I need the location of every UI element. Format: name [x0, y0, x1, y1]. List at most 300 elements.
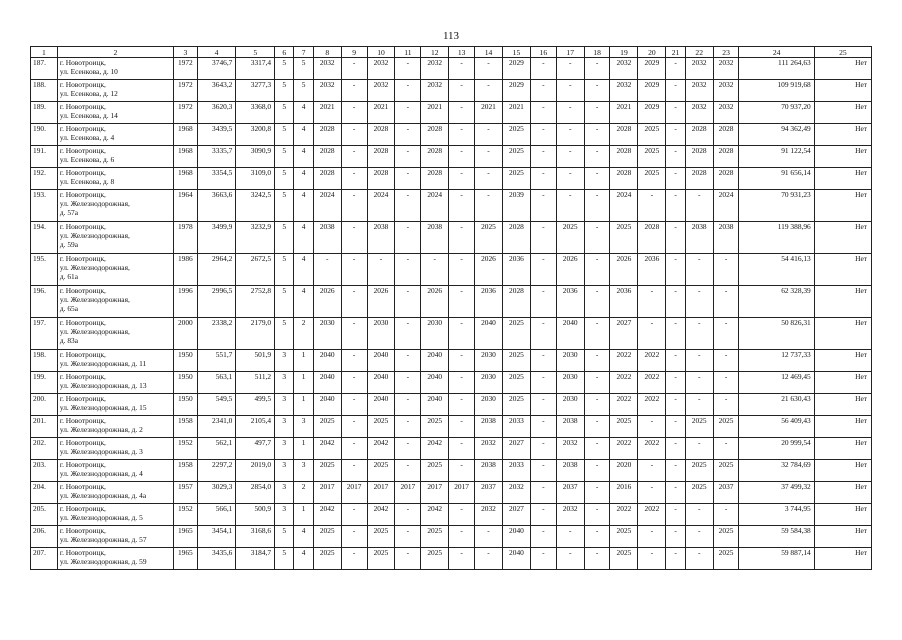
address-line: г. Новотроицк,: [59, 548, 106, 557]
data-cell: Нет: [814, 504, 871, 526]
data-cell: -: [530, 254, 556, 286]
column-number-header: 13: [449, 47, 475, 58]
data-cell: -: [341, 318, 367, 350]
data-cell: 2022: [610, 394, 638, 416]
data-cell: 4: [294, 548, 313, 570]
data-cell: -: [556, 102, 584, 124]
data-cell: 2025: [367, 526, 395, 548]
data-cell: 2025: [502, 168, 530, 190]
data-cell: 3: [275, 372, 294, 394]
data-cell: -: [395, 350, 421, 372]
data-cell: -: [449, 548, 475, 570]
address-line: ул. Железнодорожная,: [59, 295, 130, 304]
data-cell: 2021: [610, 102, 638, 124]
data-cell: -: [449, 526, 475, 548]
data-cell: 2022: [610, 372, 638, 394]
data-cell: 2021: [313, 102, 341, 124]
data-cell: -: [685, 438, 713, 460]
data-cell: 62 328,39: [739, 286, 814, 318]
data-cell: 2038: [713, 222, 739, 254]
data-cell: 3: [275, 416, 294, 438]
table-row: [31, 372, 872, 394]
data-cell: 2028: [685, 124, 713, 146]
data-cell: 3090,9: [236, 146, 275, 168]
address-cell: [57, 190, 173, 222]
data-cell: 2017: [341, 482, 367, 504]
data-cell: 2025: [713, 460, 739, 482]
column-number-header: 7: [294, 47, 313, 58]
data-cell: 3: [275, 350, 294, 372]
data-cell: 5: [275, 146, 294, 168]
data-cell: -: [449, 504, 475, 526]
data-cell: 2022: [638, 350, 666, 372]
data-cell: 2038: [556, 416, 584, 438]
data-cell: -: [449, 394, 475, 416]
address-cell: [57, 482, 173, 504]
data-cell: 2042: [367, 438, 395, 460]
data-cell: 2038: [313, 222, 341, 254]
data-cell: -: [313, 254, 341, 286]
data-cell: 2025: [502, 350, 530, 372]
data-cell: -: [341, 394, 367, 416]
data-cell: 2040: [502, 548, 530, 570]
address-cell: [57, 504, 173, 526]
data-cell: 2040: [421, 350, 449, 372]
data-cell: Нет: [814, 350, 871, 372]
data-cell: 2039: [502, 190, 530, 222]
column-number-header: 23: [713, 47, 739, 58]
data-cell: 2029: [638, 102, 666, 124]
data-cell: 501,9: [236, 350, 275, 372]
address-cell: [57, 548, 173, 570]
data-cell: -: [530, 222, 556, 254]
data-cell: 59 584,38: [739, 526, 814, 548]
data-cell: -: [395, 372, 421, 394]
data-cell: -: [666, 254, 685, 286]
data-cell: 1996: [174, 286, 198, 318]
table-row: [31, 146, 872, 168]
table-row: [31, 102, 872, 124]
data-cell: -: [449, 372, 475, 394]
data-cell: 5: [275, 58, 294, 80]
data-cell: 2025: [610, 222, 638, 254]
data-cell: 3: [275, 504, 294, 526]
data-cell: 2030: [421, 318, 449, 350]
data-cell: 3746,7: [197, 58, 236, 80]
table-row: [31, 416, 872, 438]
data-cell: -: [449, 416, 475, 438]
data-cell: 2042: [313, 504, 341, 526]
data-cell: -: [530, 482, 556, 504]
data-cell: 2297,2: [197, 460, 236, 482]
data-cell: -: [556, 190, 584, 222]
data-cell: 2022: [610, 350, 638, 372]
data-cell: 2030: [475, 372, 503, 394]
data-cell: -: [341, 548, 367, 570]
data-cell: Нет: [814, 286, 871, 318]
data-cell: 2038: [556, 460, 584, 482]
data-cell: -: [395, 438, 421, 460]
data-cell: -: [713, 350, 739, 372]
data-cell: -: [556, 146, 584, 168]
data-cell: 12 469,45: [739, 372, 814, 394]
data-cell: 94 362,49: [739, 124, 814, 146]
data-cell: -: [475, 124, 503, 146]
data-cell: 4: [294, 286, 313, 318]
data-cell: 2017: [395, 482, 421, 504]
data-cell: 2036: [475, 286, 503, 318]
data-cell: 2017: [449, 482, 475, 504]
row-number-cell: 203.: [31, 460, 58, 482]
data-cell: 2021: [421, 102, 449, 124]
data-cell: 2: [294, 482, 313, 504]
data-cell: 2038: [475, 416, 503, 438]
data-cell: 2030: [556, 350, 584, 372]
data-cell: -: [530, 526, 556, 548]
data-cell: -: [449, 190, 475, 222]
column-number-header: 14: [475, 47, 503, 58]
row-number-cell: 198.: [31, 350, 58, 372]
data-cell: 2032: [475, 504, 503, 526]
data-cell: 2017: [421, 482, 449, 504]
data-cell: -: [530, 350, 556, 372]
data-cell: 2032: [367, 58, 395, 80]
data-cell: -: [449, 318, 475, 350]
data-cell: -: [530, 146, 556, 168]
data-cell: 2032: [502, 482, 530, 504]
data-cell: 2025: [367, 460, 395, 482]
data-cell: 2030: [475, 350, 503, 372]
address-cell: [57, 102, 173, 124]
address-line: г. Новотроицк,: [59, 286, 106, 295]
column-number-header: 15: [502, 47, 530, 58]
data-cell: 2000: [174, 318, 198, 350]
data-cell: -: [449, 124, 475, 146]
address-line: г. Новотроицк,: [59, 416, 106, 425]
data-cell: 1965: [174, 526, 198, 548]
data-cell: 2022: [638, 504, 666, 526]
data-cell: 20 999,54: [739, 438, 814, 460]
data-cell: -: [341, 286, 367, 318]
data-cell: -: [449, 80, 475, 102]
data-cell: 2025: [713, 548, 739, 570]
data-cell: 4: [294, 526, 313, 548]
table-row: [31, 526, 872, 548]
data-cell: -: [685, 394, 713, 416]
address-cell: [57, 254, 173, 286]
data-cell: 2025: [713, 416, 739, 438]
data-cell: -: [475, 526, 503, 548]
data-cell: 2025: [367, 548, 395, 570]
data-cell: -: [666, 504, 685, 526]
data-cell: 2032: [685, 80, 713, 102]
data-cell: 2028: [638, 222, 666, 254]
data-cell: 2040: [502, 526, 530, 548]
data-cell: 5: [275, 548, 294, 570]
data-cell: 2025: [556, 222, 584, 254]
data-cell: 3368,0: [236, 102, 275, 124]
address-cell: [57, 80, 173, 102]
data-cell: 2028: [685, 146, 713, 168]
address-line: г. Новотроицк,: [59, 102, 106, 111]
data-cell: 111 264,63: [739, 58, 814, 80]
data-cell: -: [685, 286, 713, 318]
data-cell: -: [530, 548, 556, 570]
data-cell: Нет: [814, 394, 871, 416]
table-row: [31, 80, 872, 102]
data-cell: 2028: [421, 168, 449, 190]
table-row: [31, 438, 872, 460]
data-cell: 2021: [367, 102, 395, 124]
data-cell: -: [449, 460, 475, 482]
address-line: г. Новотроицк,: [59, 504, 106, 513]
data-cell: 1: [294, 504, 313, 526]
data-cell: -: [666, 146, 685, 168]
data-cell: -: [530, 394, 556, 416]
data-cell: -: [530, 286, 556, 318]
data-cell: 2029: [502, 80, 530, 102]
data-cell: 2025: [713, 526, 739, 548]
column-number-header: 20: [638, 47, 666, 58]
data-cell: 4: [294, 222, 313, 254]
data-cell: 3: [275, 460, 294, 482]
data-cell: 2027: [502, 504, 530, 526]
address-line: ул. Есенкова, д. 8: [59, 177, 115, 186]
data-cell: 2038: [475, 460, 503, 482]
data-cell: 2032: [713, 102, 739, 124]
data-cell: 56 409,43: [739, 416, 814, 438]
data-cell: 2040: [475, 318, 503, 350]
data-cell: 3499,9: [197, 222, 236, 254]
data-cell: 4: [294, 146, 313, 168]
column-number-header: 22: [685, 47, 713, 58]
data-cell: -: [584, 350, 610, 372]
data-cell: 2037: [556, 482, 584, 504]
data-cell: 2021: [502, 102, 530, 124]
address-line: г. Новотроицк,: [59, 58, 106, 67]
table-row: [31, 190, 872, 222]
address-line: г. Новотроицк,: [59, 372, 106, 381]
data-cell: -: [584, 286, 610, 318]
data-cell: -: [341, 168, 367, 190]
data-cell: 5: [275, 222, 294, 254]
data-cell: -: [449, 102, 475, 124]
row-number-cell: 200.: [31, 394, 58, 416]
data-cell: 2032: [610, 80, 638, 102]
page-number: 113: [442, 30, 460, 42]
data-cell: -: [638, 190, 666, 222]
table-row: [31, 58, 872, 80]
address-line: ул. Железнодорожная,: [59, 327, 130, 336]
data-cell: -: [449, 58, 475, 80]
column-number-header: 8: [313, 47, 341, 58]
data-cell: Нет: [814, 80, 871, 102]
data-cell: 3663,6: [197, 190, 236, 222]
data-cell: 2025: [421, 526, 449, 548]
data-cell: 2017: [367, 482, 395, 504]
data-cell: 2028: [713, 124, 739, 146]
column-number-header: 1: [31, 47, 58, 58]
data-cell: 2032: [610, 58, 638, 80]
row-number-cell: 205.: [31, 504, 58, 526]
data-cell: -: [584, 416, 610, 438]
data-cell: Нет: [814, 526, 871, 548]
data-cell: Нет: [814, 146, 871, 168]
data-cell: 511,2: [236, 372, 275, 394]
row-number-cell: 202.: [31, 438, 58, 460]
data-cell: -: [449, 254, 475, 286]
data-cell: 2025: [475, 222, 503, 254]
data-cell: 2019,0: [236, 460, 275, 482]
data-cell: -: [685, 548, 713, 570]
data-cell: 2028: [421, 124, 449, 146]
data-cell: -: [584, 190, 610, 222]
data-cell: 2029: [502, 58, 530, 80]
data-cell: 2036: [502, 254, 530, 286]
data-cell: -: [341, 222, 367, 254]
data-cell: -: [584, 438, 610, 460]
data-cell: 549,5: [197, 394, 236, 416]
table-row: [31, 254, 872, 286]
data-cell: 5: [275, 286, 294, 318]
data-cell: -: [584, 460, 610, 482]
data-cell: 2032: [713, 58, 739, 80]
data-cell: 2033: [502, 460, 530, 482]
data-cell: 2040: [313, 350, 341, 372]
data-cell: 4: [294, 190, 313, 222]
data-cell: 2026: [367, 286, 395, 318]
data-cell: -: [341, 102, 367, 124]
data-cell: -: [449, 222, 475, 254]
data-cell: -: [584, 222, 610, 254]
data-cell: -: [584, 168, 610, 190]
row-number-cell: 196.: [31, 286, 58, 318]
data-cell: 562,1: [197, 438, 236, 460]
data-cell: 12 737,33: [739, 350, 814, 372]
data-cell: 2038: [367, 222, 395, 254]
data-cell: 1950: [174, 350, 198, 372]
data-cell: 2028: [367, 124, 395, 146]
table-row: [31, 394, 872, 416]
data-cell: -: [666, 222, 685, 254]
data-cell: -: [584, 318, 610, 350]
data-cell: -: [713, 318, 739, 350]
data-cell: 2042: [313, 438, 341, 460]
data-cell: -: [341, 438, 367, 460]
data-cell: 3: [275, 394, 294, 416]
data-cell: 109 919,68: [739, 80, 814, 102]
data-cell: 4: [294, 168, 313, 190]
data-cell: 2: [294, 318, 313, 350]
data-cell: 2026: [421, 286, 449, 318]
data-cell: Нет: [814, 124, 871, 146]
table-row: [31, 318, 872, 350]
data-cell: 2025: [421, 548, 449, 570]
column-number-header: 10: [367, 47, 395, 58]
data-cell: 2026: [475, 254, 503, 286]
data-cell: 2025: [313, 460, 341, 482]
address-line: ул. Железнодорожная, д. 13: [59, 381, 147, 390]
data-cell: -: [638, 526, 666, 548]
data-cell: 2032: [475, 438, 503, 460]
data-cell: 2032: [367, 80, 395, 102]
address-cell: [57, 124, 173, 146]
address-line: ул. Железнодорожная, д. 4: [59, 469, 143, 478]
data-cell: Нет: [814, 58, 871, 80]
address-cell: [57, 350, 173, 372]
address-line: ул. Железнодорожная, д. 15: [59, 403, 147, 412]
data-cell: -: [530, 372, 556, 394]
data-cell: -: [475, 548, 503, 570]
address-line: г. Новотроицк,: [59, 438, 106, 447]
row-number-cell: 201.: [31, 416, 58, 438]
data-cell: 563,1: [197, 372, 236, 394]
data-cell: -: [685, 526, 713, 548]
data-cell: 2027: [502, 438, 530, 460]
data-cell: 2040: [421, 394, 449, 416]
data-cell: 2028: [610, 146, 638, 168]
data-cell: 2025: [421, 416, 449, 438]
data-cell: -: [449, 168, 475, 190]
data-cell: 119 388,96: [739, 222, 814, 254]
data-cell: -: [685, 372, 713, 394]
data-cell: 91 656,14: [739, 168, 814, 190]
data-cell: Нет: [814, 190, 871, 222]
data-cell: 2042: [367, 504, 395, 526]
data-cell: 3435,6: [197, 548, 236, 570]
data-cell: 3184,7: [236, 548, 275, 570]
data-cell: -: [341, 124, 367, 146]
data-cell: -: [475, 80, 503, 102]
data-cell: 2032: [313, 80, 341, 102]
data-cell: 2040: [421, 372, 449, 394]
address-line: ул. Железнодорожная, д. 3: [59, 447, 143, 456]
data-cell: 1964: [174, 190, 198, 222]
data-cell: -: [530, 438, 556, 460]
data-cell: 3: [275, 438, 294, 460]
data-cell: 1952: [174, 504, 198, 526]
data-cell: 2025: [313, 416, 341, 438]
data-cell: -: [421, 254, 449, 286]
address-line: г. Новотроицк,: [59, 222, 106, 231]
data-cell: 2040: [313, 372, 341, 394]
data-cell: 2025: [502, 394, 530, 416]
data-cell: 2025: [685, 416, 713, 438]
data-cell: 1972: [174, 80, 198, 102]
row-number-cell: 192.: [31, 168, 58, 190]
data-cell: 2028: [610, 124, 638, 146]
address-cell: [57, 168, 173, 190]
column-number-header: 11: [395, 47, 421, 58]
data-cell: 59 887,14: [739, 548, 814, 570]
address-line: г. Новотроицк,: [59, 190, 106, 199]
data-cell: 1: [294, 350, 313, 372]
data-cell: -: [584, 504, 610, 526]
data-cell: 2038: [685, 222, 713, 254]
data-cell: -: [341, 58, 367, 80]
data-cell: -: [666, 168, 685, 190]
address-line: д. 65а: [59, 304, 79, 313]
data-cell: 2036: [610, 286, 638, 318]
data-cell: -: [530, 318, 556, 350]
data-cell: 2028: [313, 168, 341, 190]
data-cell: Нет: [814, 254, 871, 286]
data-cell: 2024: [610, 190, 638, 222]
table-row: [31, 482, 872, 504]
data-cell: -: [341, 504, 367, 526]
address-cell: [57, 460, 173, 482]
data-cell: -: [638, 482, 666, 504]
